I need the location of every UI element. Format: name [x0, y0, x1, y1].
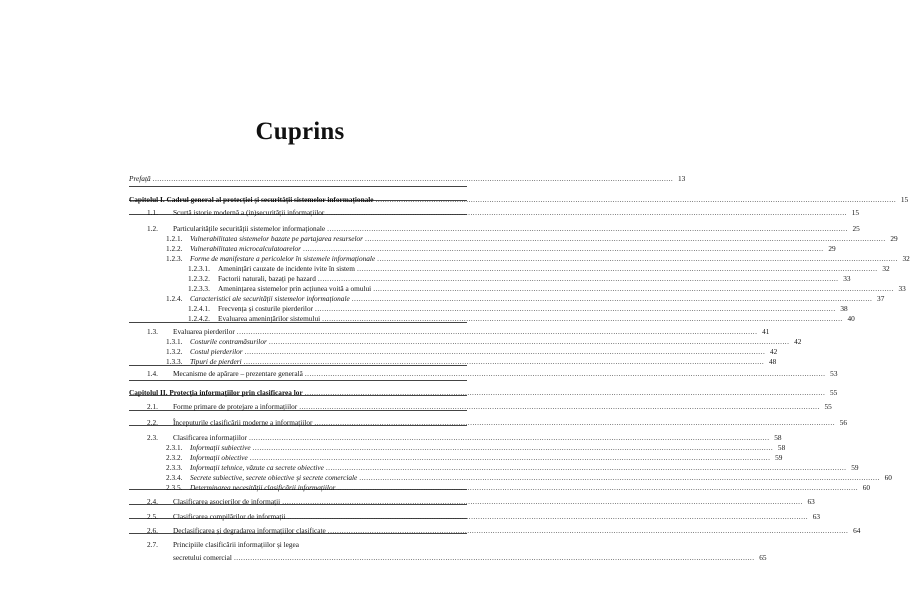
dot-leader [250, 453, 771, 462]
toc-entry-number: 1.2.4.2. [188, 314, 210, 323]
toc-entry[interactable] [147, 327, 770, 336]
toc-entry-title: Scurtă istorie modernă a (in)securității informațiilor [173, 208, 325, 217]
dot-leader [153, 174, 674, 183]
toc-entry-title: Tipuri de pierderi [190, 357, 242, 366]
toc-entry-number: 1.1. [147, 208, 158, 217]
toc-entry-page: 55 [824, 402, 832, 411]
toc-entry-title: secretului comercial [173, 553, 232, 562]
toc-entry-title: Începuturile clasificării moderne a informațiilor [173, 418, 313, 427]
toc-entry-page: 63 [807, 497, 815, 506]
toc-entry-title: Prefață [129, 174, 151, 183]
toc-entry-page: 42 [794, 337, 802, 346]
toc-entry[interactable] [147, 512, 821, 521]
toc-entry-title: Amenințări cauzate de incidente ivite în sistem [218, 264, 355, 273]
toc-entry-number: 1.2.3. [166, 254, 183, 263]
toc-entry-page: 48 [768, 357, 777, 366]
toc-entry-page: 29 [890, 234, 898, 243]
dot-leader [359, 473, 880, 482]
toc-entry-number: 2.3.1. [166, 443, 183, 452]
toc-entry-number: 2.7. [147, 540, 158, 549]
toc-entry-number: 1.3.2. [166, 347, 183, 356]
toc-entry-title: Vulnerabilitatea microcalculatoarelor [190, 244, 301, 253]
dot-leader [326, 463, 847, 472]
toc-entry-page: 58 [774, 433, 782, 442]
toc-entry-title: Secrete subiective, secrete obiective și secrete comerciale [190, 473, 358, 482]
toc-entry[interactable] [166, 294, 885, 303]
toc-entry-title: Amenințarea sistemelor prin acțiunea voită a omului [218, 284, 372, 293]
toc-entry[interactable] [147, 369, 838, 378]
dot-leader [337, 483, 858, 492]
toc-entry-title: Vulnerabilitatea sistemelor bazate pe partajarea resurselor [190, 234, 364, 243]
toc-entry-page: 33 [898, 284, 906, 293]
dot-leader [357, 264, 878, 273]
toc-entry-title: Clasificarea informațiilor [173, 433, 247, 442]
toc-entry-page: 13 [677, 174, 686, 183]
toc-entry-number: 1.4. [147, 369, 158, 378]
toc-entry-number: 2.1. [147, 402, 158, 411]
dot-leader [249, 433, 770, 442]
toc-entry-page: 59 [775, 453, 783, 462]
toc-entry-title: Forme de manifestare a pericolelor în sistemele informaționale [190, 254, 376, 263]
toc-entry[interactable] [147, 497, 815, 506]
toc-entry[interactable] [147, 526, 861, 535]
toc-entry[interactable] [173, 553, 767, 562]
toc-entry-page: 64 [853, 526, 861, 535]
toc-entry-number: 2.4. [147, 497, 158, 506]
toc-entry-title: Clasificarea asocierilor de informații [173, 497, 281, 506]
dot-leader [352, 294, 873, 303]
toc-entry[interactable] [147, 402, 832, 411]
toc-entry[interactable] [166, 453, 783, 462]
dot-leader [282, 497, 803, 506]
dot-leader [237, 327, 758, 336]
section-divider [129, 380, 467, 381]
toc-entry-number: 1.3.1. [166, 337, 183, 346]
toc-entry[interactable] [188, 284, 906, 293]
dot-leader [322, 314, 843, 323]
toc-entry-number: 2.3.4. [166, 473, 183, 482]
toc-entry[interactable] [166, 244, 836, 253]
toc-entry-title: Particularitățile securității sistemelor informaționale [173, 224, 326, 233]
toc-entry-title: Evaluarea amenințărilor sistemului [218, 314, 321, 323]
toc-entry[interactable] [147, 418, 848, 427]
toc-entry-title: Costurile contramăsurilor [190, 337, 267, 346]
toc-entry-page: 59 [851, 463, 859, 472]
toc-entry-page: 37 [877, 294, 885, 303]
toc-entry-page: 25 [852, 224, 860, 233]
toc-entry[interactable] [188, 314, 855, 323]
dot-leader [303, 244, 824, 253]
dot-leader [318, 274, 839, 283]
toc-entry-page: 55 [830, 388, 838, 397]
toc-entry-page: 15 [851, 208, 859, 217]
toc-entry[interactable] [188, 264, 890, 273]
toc-entry-title: Mecanisme de apărare – prezentare generală [173, 369, 303, 378]
toc-entry-number: 2.3.3. [166, 463, 183, 472]
dot-leader [326, 208, 847, 217]
dot-leader [327, 224, 848, 233]
dot-leader [377, 254, 898, 263]
toc-entry-number: 1.2.4. [166, 294, 183, 303]
toc-entry-page: 29 [828, 244, 836, 253]
toc-entry-title: Evaluarea pierderilor [173, 327, 235, 336]
toc-entry[interactable] [188, 304, 848, 313]
dot-leader [328, 526, 849, 535]
toc-entry[interactable] [166, 443, 786, 452]
dot-leader [305, 369, 826, 378]
toc-entry-title: Capitolul I. Cadrul general al protecției și securității sistemelor informaționale [129, 195, 374, 204]
toc-entry-page: 60 [884, 473, 892, 482]
toc-entry[interactable] [166, 347, 778, 356]
toc-entry[interactable] [166, 337, 802, 346]
dot-leader [287, 512, 808, 521]
dot-leader [305, 388, 826, 397]
toc-entry-number: 2.2. [147, 418, 158, 427]
dot-leader [244, 357, 765, 366]
toc-entry-title: Costul pierderilor [190, 347, 243, 356]
dot-leader [299, 402, 820, 411]
toc-entry-title: Capitolul II. Protecția informațiilor prin clasificarea lor [129, 388, 303, 397]
toc-entry-title: Frecvența și costurile pierderilor [218, 304, 314, 313]
toc-entry-title: Informații obiective [190, 453, 248, 462]
toc-entry[interactable] [129, 174, 686, 183]
toc-entry-number: 1.2.3.1. [188, 264, 210, 273]
toc-entry[interactable] [129, 195, 909, 204]
toc-entry-page: 32 [882, 264, 890, 273]
dot-leader [365, 234, 886, 243]
dot-leader [373, 284, 894, 293]
toc-entry-number: 1.2.4.1. [188, 304, 210, 313]
dot-leader [234, 553, 755, 562]
toc-entry-number: 2.5. [147, 512, 158, 521]
dot-leader [245, 347, 766, 356]
dot-leader [376, 195, 897, 204]
toc-entry[interactable] [166, 234, 898, 243]
toc-entry-number: 1.2.3.2. [188, 274, 210, 283]
toc-entry-number: 1.2.1. [166, 234, 183, 243]
page-title: Cuprins [255, 118, 345, 145]
toc-entry-page: 38 [840, 304, 848, 313]
toc-entry-page: 65 [759, 553, 767, 562]
section-divider [129, 186, 467, 187]
toc-entry-title: Forme primare de protejare a informațiilor [173, 402, 298, 411]
toc-entry-number: 2.3.5. [166, 483, 183, 492]
toc-entry-page: 60 [862, 483, 871, 492]
toc-entry-page: 33 [843, 274, 851, 283]
toc-entry-title: Informații tehnice, văzute ca secrete obiective [190, 463, 324, 472]
toc-entry[interactable] [147, 208, 859, 217]
toc-entry[interactable] [166, 357, 777, 366]
toc-entry-page: 15 [900, 195, 909, 204]
dot-leader [253, 443, 774, 452]
toc-entry-page: 56 [839, 418, 848, 427]
toc-entry-page: 63 [812, 512, 821, 521]
toc-entry[interactable] [147, 224, 860, 233]
toc-entry-number: 1.2.2. [166, 244, 183, 253]
toc-entry-number: 2.3.2. [166, 453, 183, 462]
toc-entry-title: Clasificarea compilărilor de informații [173, 512, 286, 521]
toc-entry-page: 41 [762, 327, 770, 336]
toc-entry-page: 42 [769, 347, 778, 356]
toc-entry[interactable] [166, 473, 892, 482]
toc-entry-title: Declasificarea și degradarea informațiilor clasificate [173, 526, 326, 535]
toc-entry-number: 1.3.3. [166, 357, 183, 366]
toc-entry-title: Caracteristici ale securității sistemelor informaționale [190, 294, 350, 303]
toc-entry-page: 40 [847, 314, 855, 323]
toc-entry-page: 32 [902, 254, 910, 263]
dot-leader [269, 337, 790, 346]
toc-entry[interactable] [188, 274, 851, 283]
toc-entry-title: Determinarea necesității clasificării informațiilor [190, 483, 336, 492]
toc-entry-number: 2.3. [147, 433, 158, 442]
toc-entry-number: 2.6. [147, 526, 158, 535]
toc-entry-page: 58 [777, 443, 786, 452]
toc-entry[interactable] [147, 433, 782, 442]
toc-entry-number: 1.2.3.3. [188, 284, 210, 293]
toc-entry[interactable] [166, 483, 871, 492]
dot-leader [315, 304, 836, 313]
toc-entry[interactable] [166, 463, 859, 472]
toc-entry[interactable] [147, 540, 467, 549]
toc-entry-number: 1.3. [147, 327, 158, 336]
toc-entry-title: Principiile clasificării informațiilor și legea [173, 540, 300, 549]
dot-leader [314, 418, 835, 427]
toc-entry-title: Informații subiective [190, 443, 251, 452]
toc-entry-page: 53 [830, 369, 838, 378]
toc-entry-title: Factorii naturali, bazați pe hazard [218, 274, 316, 283]
toc-entry-number: 1.2. [147, 224, 158, 233]
toc-entry[interactable] [129, 388, 838, 397]
toc-entry[interactable] [166, 254, 910, 263]
